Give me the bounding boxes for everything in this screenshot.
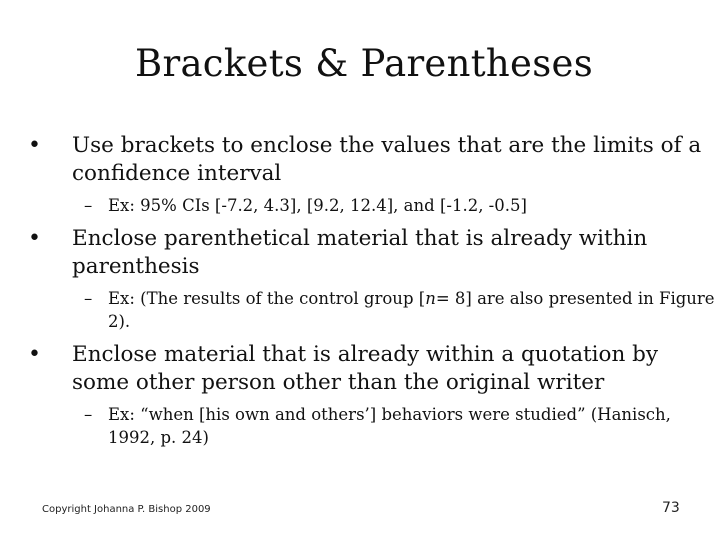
copyright-footer: Copyright Johanna P. Bishop 2009 <box>42 504 211 515</box>
sub-bullet-text: Ex: “when [his own and others’] behaviors were studied” (Hanisch, 1992, p. 24) <box>108 405 671 447</box>
sub-bullet-text-after: = 8] are also presented in Figure 2). <box>108 289 715 331</box>
bullet-text: Enclose parenthetical material that is already within parenthesis <box>72 226 648 279</box>
sub-bullet-text: Ex: 95% CIs [-7.2, 4.3], [9.2, 12.4], and [-1.2, -0.5] <box>108 196 527 215</box>
bullet-marker: • <box>28 342 41 367</box>
bullet-item <box>28 132 718 188</box>
bullet-item <box>28 341 718 397</box>
sub-bullet-marker: – <box>84 196 93 215</box>
slide-title: Brackets & Parentheses <box>134 42 594 85</box>
bullet-text: Use brackets to enclose the values that are the limits of a confidence interval <box>72 133 702 186</box>
bullet-marker: • <box>28 133 41 158</box>
sub-bullet-item <box>28 403 718 449</box>
sub-bullet-item <box>28 194 718 217</box>
sub-bullet-marker: – <box>84 289 93 308</box>
sub-bullet-text-before: Ex: (The results of the control group [ <box>108 289 426 308</box>
sub-bullet-text-italic: n <box>425 289 436 308</box>
bullet-item <box>28 225 718 281</box>
sub-bullet-marker: – <box>84 405 93 424</box>
bullet-marker: • <box>28 226 41 251</box>
bullet-text: Enclose material that is already within a quotation by some other person other than the original writer <box>72 342 659 395</box>
page-number: 73 <box>662 500 680 516</box>
bullet-list <box>28 132 718 457</box>
sub-bullet-item <box>28 287 718 333</box>
